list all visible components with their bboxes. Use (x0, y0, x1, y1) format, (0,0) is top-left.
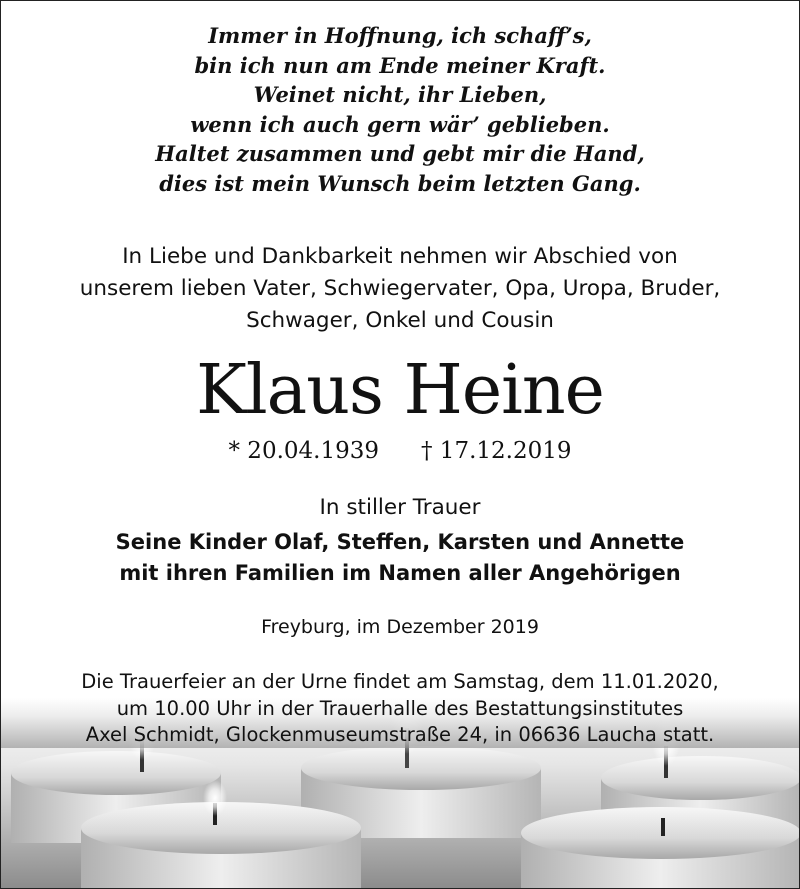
mourning-heading: In stiller Trauer (319, 495, 481, 520)
birth-date: * 20.04.1939 (228, 438, 379, 464)
mourners-line: mit ihren Familien im Namen aller Angehörigen (119, 561, 681, 585)
mourners-line: Seine Kinder Olaf, Steffen, Karsten und Annette (115, 530, 685, 554)
intro-line: In Liebe und Dankbarkeit nehmen wir Abschied von (122, 244, 678, 269)
farewell-intro (1, 241, 799, 337)
ceremony-info (1, 669, 799, 749)
poem-line: Weinet nicht, ihr Lieben, (253, 82, 547, 107)
ceremony-line: Axel Schmidt, Glockenmuseumstraße 24, in 06636 Laucha statt. (85, 723, 715, 746)
intro-line: unserem lieben Vater, Schwiegervater, Opa, Uropa, Bruder, (79, 276, 721, 301)
poem-line: Haltet zusammen und gebt mir die Hand, (155, 141, 645, 166)
deceased-name: Klaus Heine (196, 351, 604, 430)
mourners-list (1, 527, 799, 589)
poem-line: bin ich nun am Ende meiner Kraft. (194, 52, 606, 78)
candle-front-right (521, 807, 799, 888)
place-and-date: Freyburg, im Dezember 2019 (261, 616, 539, 638)
death-date: † 17.12.2019 (421, 438, 572, 464)
poem-line: wenn ich auch gern wär’ geblieben. (190, 111, 610, 137)
poem-line: Immer in Hoffnung, ich schaff’s, (208, 23, 592, 48)
intro-line: Schwager, Onkel und Cousin (246, 308, 554, 333)
ceremony-line: Die Trauerfeier an der Urne findet am Samstag, dem 11.01.2020, (81, 670, 719, 693)
poem-line: dies ist mein Wunsch beim letzten Gang. (159, 170, 641, 196)
poem (1, 21, 799, 198)
life-dates (1, 435, 799, 467)
ceremony-line: um 10.00 Uhr in der Trauerhalle des Bestattungsinstitutes (116, 696, 684, 720)
